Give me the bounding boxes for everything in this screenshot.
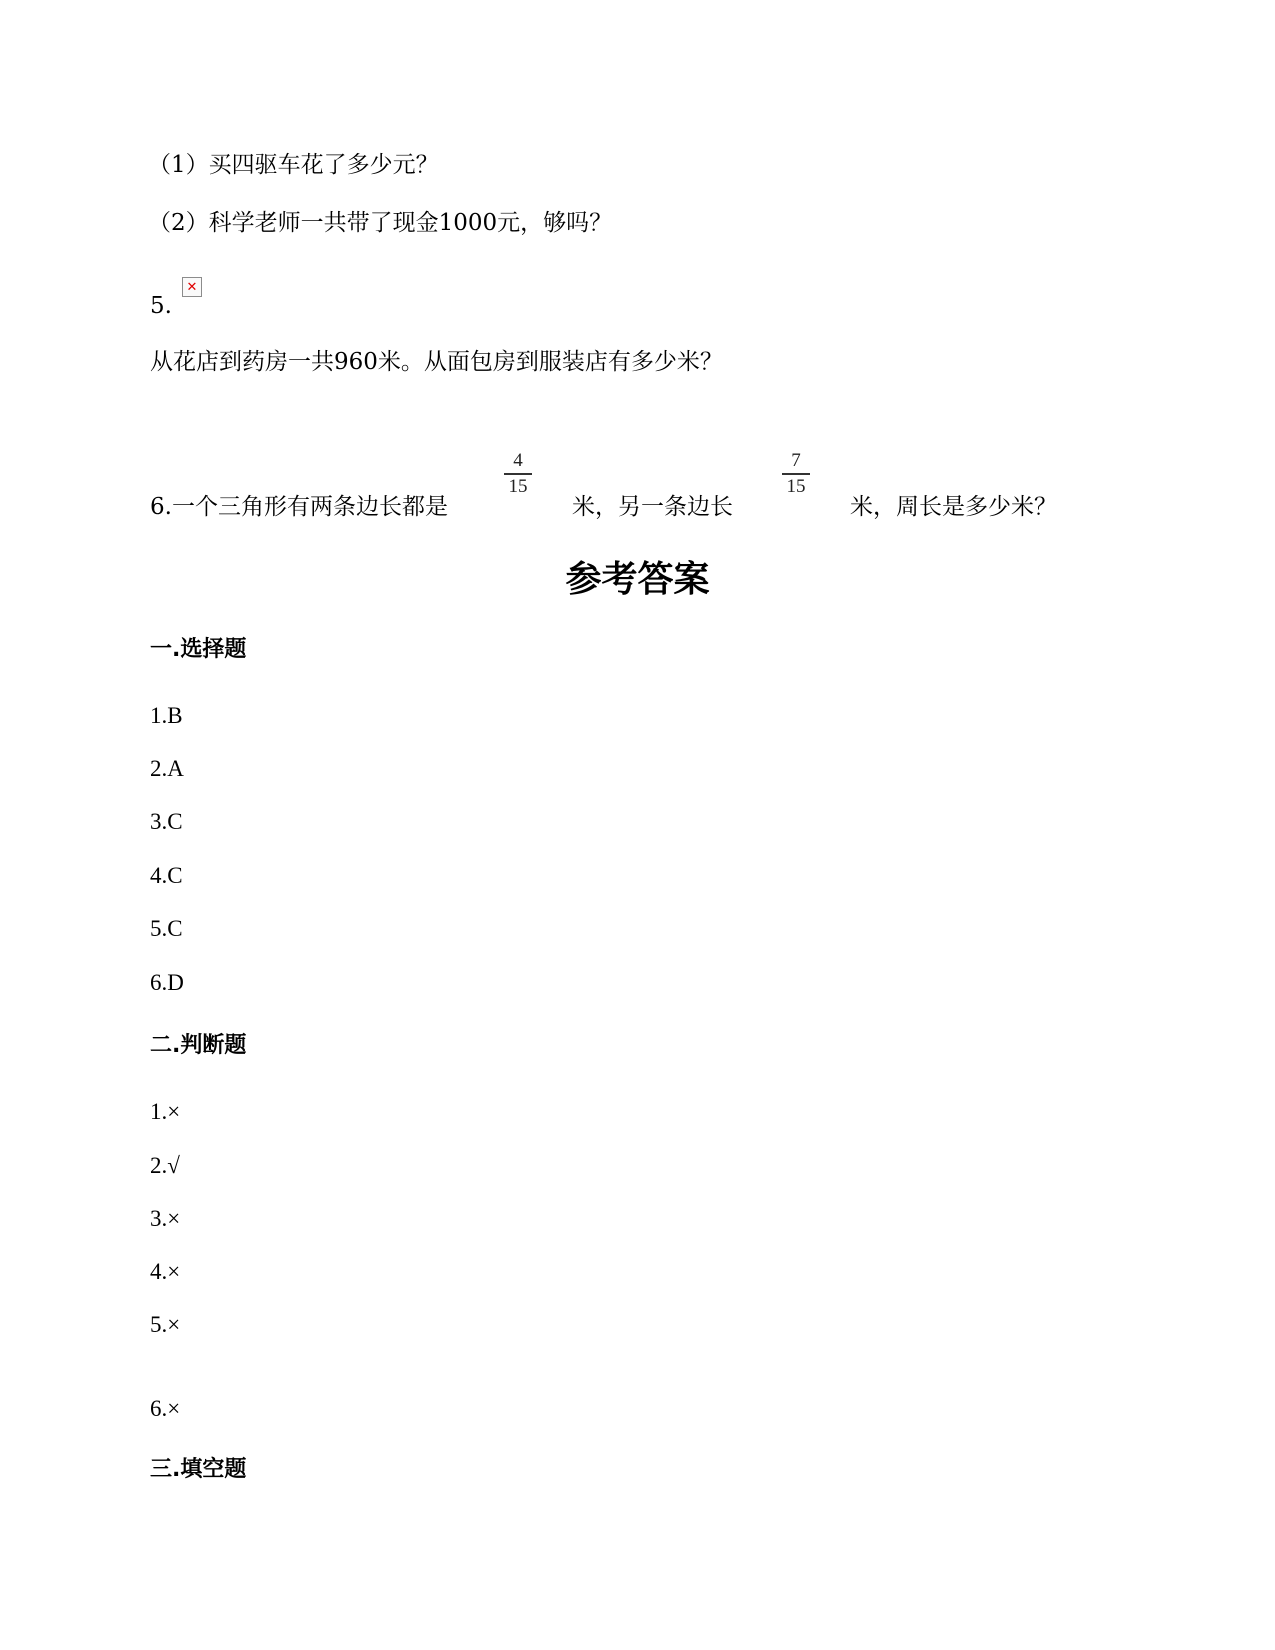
broken-image-icon: ✕ — [182, 277, 202, 297]
question-5-number: 5. — [150, 293, 172, 319]
answer-item: 2.A — [150, 756, 184, 781]
question-5-text: 从花店到药房一共960米。从面包房到服装店有多少米？ — [150, 349, 723, 375]
fraction-denominator: 15 — [786, 475, 806, 497]
fraction-4-15 — [504, 450, 532, 497]
answer-item: 6.D — [150, 970, 184, 995]
answer-item: 3.C — [150, 809, 183, 834]
answer-item: 4.C — [150, 863, 183, 888]
fraction-bar — [504, 473, 532, 475]
section-heading-fill-blank: 三.填空题 — [150, 1457, 247, 1482]
section-heading-choice: 一.选择题 — [150, 637, 247, 662]
answer-key-title: 参考答案 — [565, 559, 710, 600]
section-heading-judgement: 二.判断题 — [150, 1033, 247, 1058]
question-6-part-1: 6.一个三角形有两条边长都是 — [150, 494, 448, 520]
question-6-part-2: 米，另一条边长 — [572, 494, 733, 520]
answer-item: 6.× — [150, 1396, 181, 1421]
fraction-numerator: 7 — [791, 450, 801, 471]
question-6-part-3: 米，周长是多少米？ — [850, 494, 1057, 520]
question-4-sub-1: （1）买四驱车花了多少元？ — [148, 152, 439, 178]
question-4-sub-2: （2）科学老师一共带了现金1000元，够吗？ — [148, 210, 613, 236]
fraction-7-15 — [782, 450, 810, 497]
answer-item: 4.× — [150, 1259, 181, 1284]
fraction-numerator: 4 — [513, 450, 523, 471]
answer-item: 2.√ — [150, 1153, 180, 1178]
fraction-bar — [782, 473, 810, 475]
answer-item: 1.B — [150, 703, 183, 728]
answer-item: 5.× — [150, 1312, 181, 1337]
answer-item: 1.× — [150, 1099, 181, 1124]
fraction-denominator: 15 — [508, 475, 528, 497]
answer-item: 5.C — [150, 916, 183, 941]
answer-item: 3.× — [150, 1206, 181, 1231]
